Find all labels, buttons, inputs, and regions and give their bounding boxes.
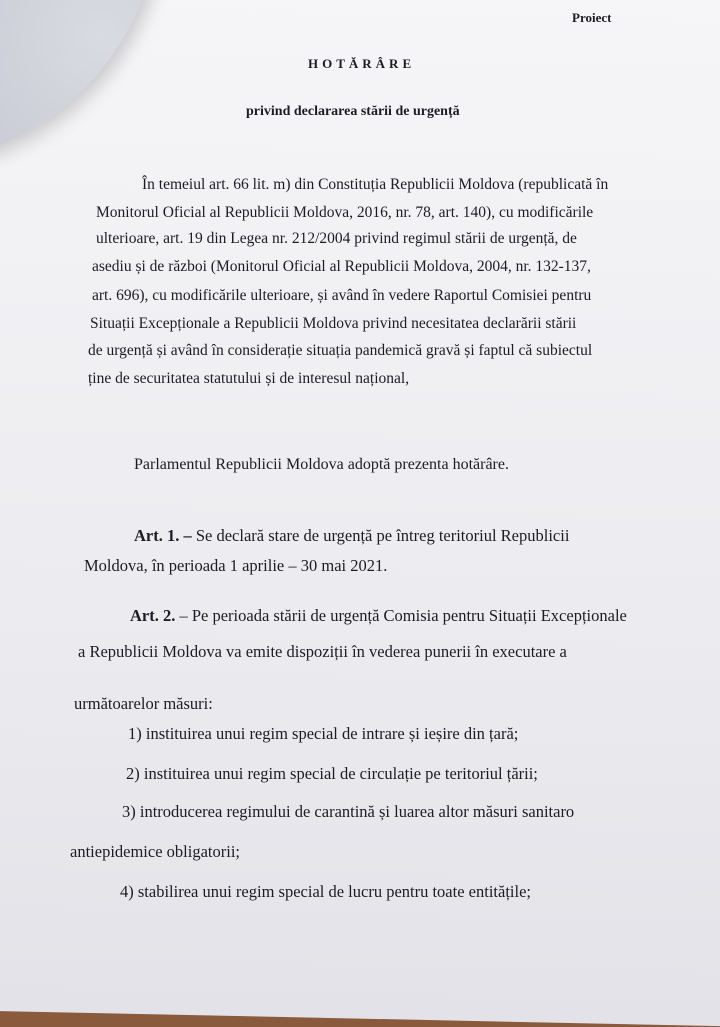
preamble-line: asediu și de război (Monitorul Oficial al Republicii Moldova, 2004, nr. 132-137, bbox=[92, 258, 591, 275]
article-1-label: Art. 1. – bbox=[134, 526, 192, 545]
document-title: HOTĂRÂRE bbox=[308, 56, 416, 71]
preamble-line: ține de securitatea statutului și de interesul național, bbox=[88, 370, 410, 387]
measure-item-continuation: antiepidemice obligatorii; bbox=[70, 842, 240, 861]
measure-item: 3) introducerea regimului de carantină și luarea altor măsuri sanitaro bbox=[122, 802, 575, 821]
article-2-line bbox=[130, 606, 627, 626]
preamble-line: de urgență și având în considerație situația pandemică gravă și faptul că subiectul bbox=[88, 342, 593, 359]
article-1-line: Moldova, în perioada 1 aprilie – 30 mai 2021. bbox=[84, 556, 388, 575]
measure-item: 2) instituirea unui regim special de circulație pe teritoriul țării; bbox=[126, 764, 538, 783]
preamble-line: art. 696), cu modificările ulterioare, și având în vedere Raportul Comisiei pentru bbox=[92, 287, 592, 304]
measure-item: 1) instituirea unui regim special de intrare și ieșire din țară; bbox=[128, 724, 519, 743]
adoption-statement: Parlamentul Republicii Moldova adoptă prezenta hotărâre. bbox=[134, 456, 509, 473]
preamble-line: ulterioare, art. 19 din Legea nr. 212/2004 privind regimul stării de urgență, de bbox=[96, 230, 577, 247]
article-2-line: următoarelor măsuri: bbox=[74, 694, 213, 713]
preamble-line: Monitorul Oficial al Republicii Moldova, 2016, nr. 78, art. 140), cu modificările bbox=[96, 204, 594, 221]
article-2-line: a Republicii Moldova va emite dispoziții în vederea punerii în executare a bbox=[78, 642, 567, 661]
article-1-line bbox=[134, 526, 569, 546]
draft-label: Proiect bbox=[572, 10, 612, 25]
article-1-text: Se declară stare de urgență pe întreg teritoriul Republicii bbox=[191, 526, 570, 545]
article-2-text: – Pe perioada stării de urgență Comisia pentru Situații Excepționale bbox=[175, 606, 627, 625]
article-2-label: Art. 2. bbox=[130, 606, 176, 625]
document-subtitle: privind declararea stării de urgență bbox=[246, 104, 460, 119]
preamble-line: Situații Excepționale a Republicii Moldova privind necesitatea declarării stării bbox=[90, 315, 577, 332]
measure-item: 4) stabilirea unui regim special de lucru pentru toate entitățile; bbox=[120, 882, 531, 901]
preamble-line: În temeiul art. 66 lit. m) din Constituția Republicii Moldova (republicată în bbox=[142, 176, 609, 193]
